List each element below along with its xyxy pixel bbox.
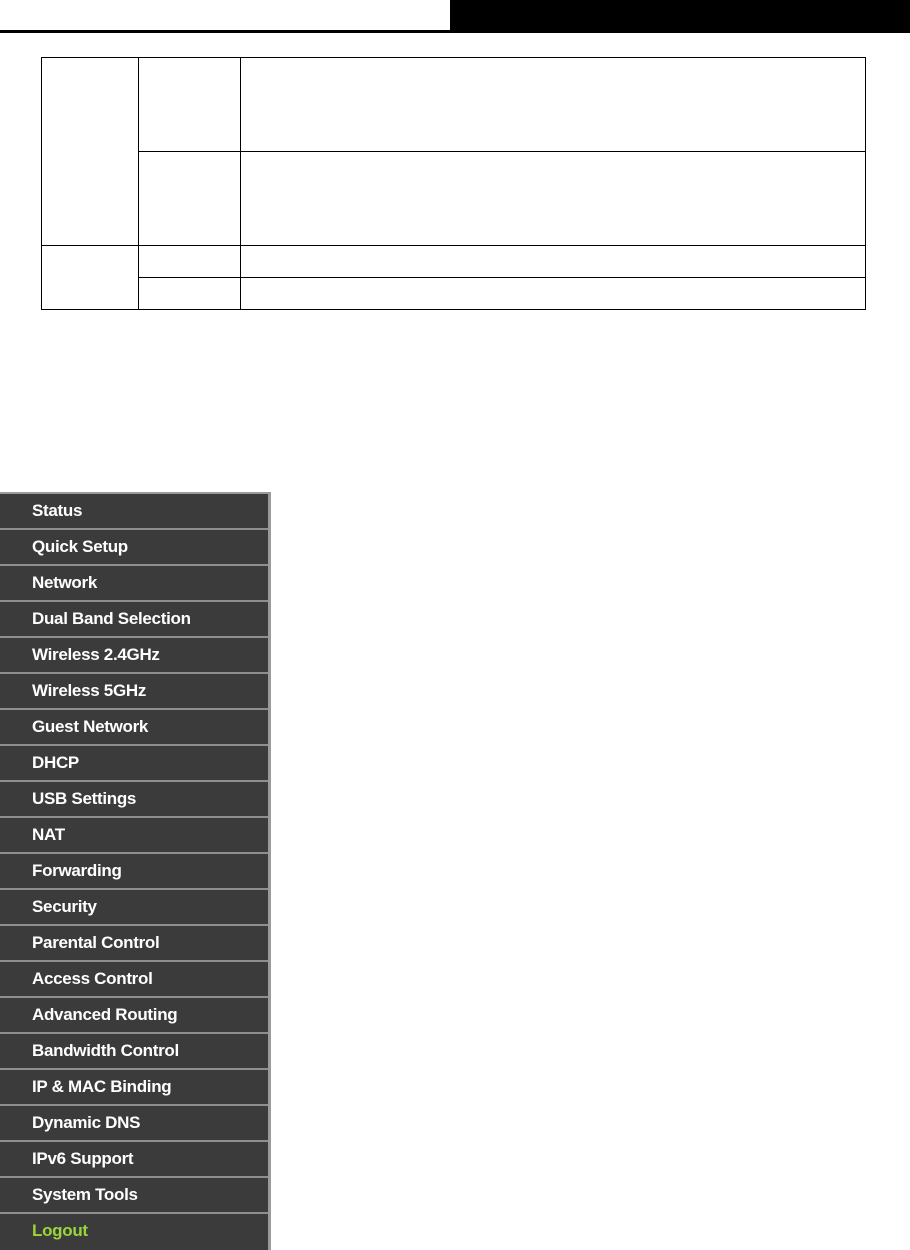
menu-item-quick-setup[interactable]: Quick Setup — [0, 530, 268, 566]
table-cell — [42, 58, 139, 246]
menu-item-access-control[interactable]: Access Control — [0, 962, 268, 998]
menu-item-logout[interactable]: Logout — [0, 1214, 268, 1250]
menu-item-system-tools[interactable]: System Tools — [0, 1178, 268, 1214]
menu-item-dual-band-selection[interactable]: Dual Band Selection — [0, 602, 268, 638]
menu-item-bandwidth-control[interactable]: Bandwidth Control — [0, 1034, 268, 1070]
page-header-bar — [0, 0, 910, 34]
table-cell — [139, 58, 241, 152]
menu-item-nat[interactable]: NAT — [0, 818, 268, 854]
menu-item-dynamic-dns[interactable]: Dynamic DNS — [0, 1106, 268, 1142]
menu-item-dhcp[interactable]: DHCP — [0, 746, 268, 782]
table-cell — [241, 58, 866, 152]
table-row — [42, 246, 866, 278]
menu-item-wireless-2-4ghz[interactable]: Wireless 2.4GHz — [0, 638, 268, 674]
header-rule — [0, 30, 910, 33]
menu-item-ip-mac-binding[interactable]: IP & MAC Binding — [0, 1070, 268, 1106]
menu-item-security[interactable]: Security — [0, 890, 268, 926]
table-cell — [42, 246, 139, 310]
table-cell — [241, 246, 866, 278]
table-row — [42, 278, 866, 310]
menu-item-wireless-5ghz[interactable]: Wireless 5GHz — [0, 674, 268, 710]
header-black-block — [450, 0, 910, 33]
menu-item-ipv6-support[interactable]: IPv6 Support — [0, 1142, 268, 1178]
table-cell — [241, 278, 866, 310]
menu-item-usb-settings[interactable]: USB Settings — [0, 782, 268, 818]
menu-item-network[interactable]: Network — [0, 566, 268, 602]
menu-item-parental-control[interactable]: Parental Control — [0, 926, 268, 962]
menu-item-forwarding[interactable]: Forwarding — [0, 854, 268, 890]
table-row — [42, 152, 866, 246]
table-cell — [139, 246, 241, 278]
router-main-menu — [0, 492, 271, 1250]
table-cell — [139, 278, 241, 310]
table-row — [42, 58, 866, 152]
table-cell — [241, 152, 866, 246]
spec-table — [41, 57, 866, 310]
menu-item-status[interactable]: Status — [0, 494, 268, 530]
menu-item-guest-network[interactable]: Guest Network — [0, 710, 268, 746]
table-cell — [139, 152, 241, 246]
menu-item-advanced-routing[interactable]: Advanced Routing — [0, 998, 268, 1034]
